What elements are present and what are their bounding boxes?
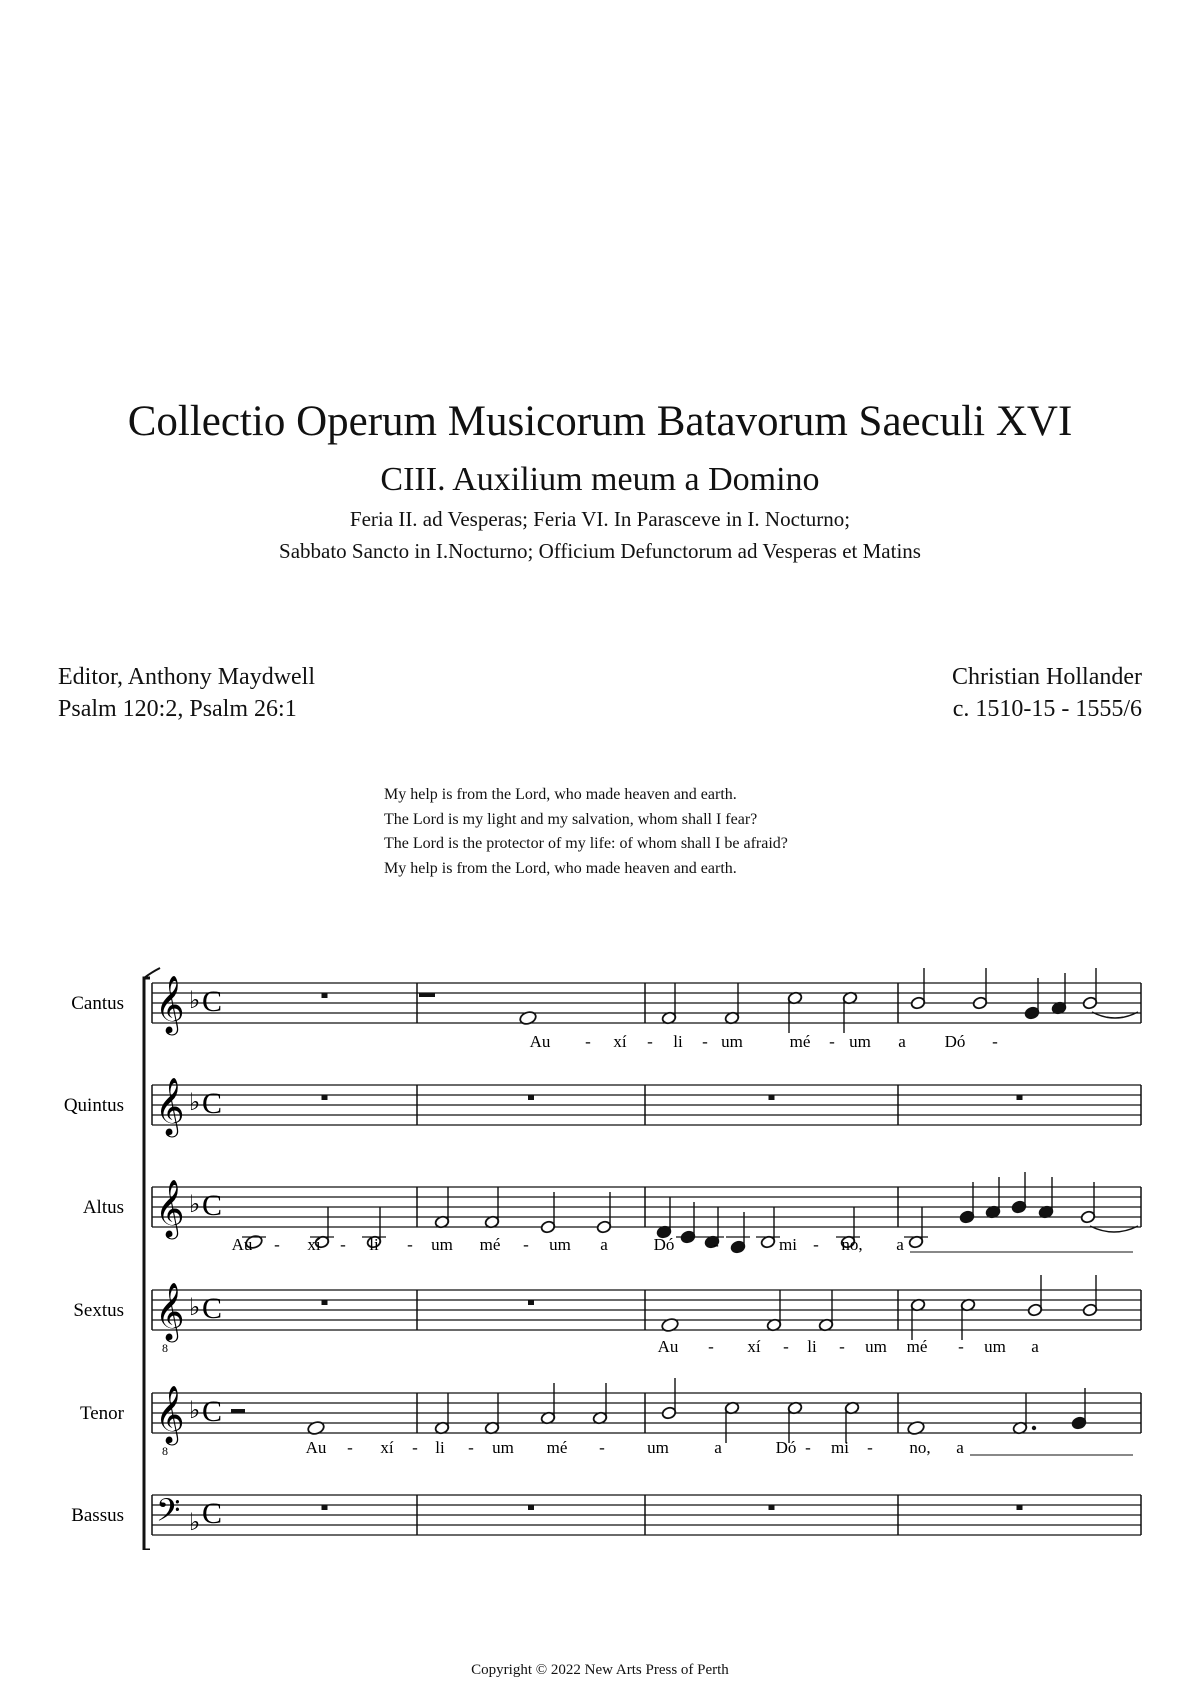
- voice-label: Quintus: [63, 1095, 124, 1116]
- lyric-syllable: mé: [546, 1438, 568, 1457]
- lyric-syllable: a: [600, 1235, 608, 1254]
- lyric-syllable: mi: [831, 1438, 849, 1457]
- lyric-syllable: -: [407, 1235, 413, 1254]
- lyric-syllable: -: [412, 1438, 418, 1457]
- lyric-syllable: -: [599, 1438, 605, 1457]
- time-signature: C: [202, 1292, 223, 1325]
- lyric-syllable: -: [867, 1438, 873, 1457]
- lyric-syllable: um: [721, 1032, 743, 1051]
- flat-key-signature: ♭: [189, 1295, 201, 1321]
- translation-line: The Lord is the protector of my life: of whom shall I be afraid?: [384, 835, 788, 852]
- lyric-syllable: -: [813, 1235, 819, 1254]
- lyric-syllable: um: [492, 1438, 514, 1457]
- measure-rest: [1017, 1505, 1023, 1510]
- measure-rest: [528, 1505, 534, 1510]
- measure-rest: [322, 1300, 328, 1305]
- lyric-syllable: mé: [789, 1032, 811, 1051]
- lyric-syllable: um: [849, 1032, 871, 1051]
- lyric-syllable: -: [347, 1438, 353, 1457]
- octave-mark: 8: [162, 1444, 168, 1458]
- lyric-syllable: xí: [307, 1235, 321, 1254]
- measure-rest: [769, 1505, 775, 1510]
- flat-key-signature: ♭: [189, 1510, 201, 1536]
- flat-key-signature: ♭: [189, 1398, 201, 1424]
- lyric-syllable: -: [468, 1438, 474, 1457]
- lyric-syllable: -: [958, 1337, 964, 1356]
- copyright-notice: Copyright © 2022 New Arts Press of Perth: [471, 1662, 729, 1678]
- treble-clef: 𝄞: [155, 976, 185, 1032]
- lyric-syllable: xí: [747, 1337, 761, 1356]
- half-rest: [231, 1409, 245, 1413]
- lyric-syllable: li: [369, 1235, 379, 1254]
- octave-mark: 8: [162, 1341, 168, 1355]
- lyric-syllable: -: [585, 1032, 591, 1051]
- english-translation: [384, 783, 788, 881]
- lyric-syllable: xí: [380, 1438, 394, 1457]
- lyric-syllable: -: [829, 1032, 835, 1051]
- time-signature: C: [202, 1497, 223, 1530]
- translation-line: The Lord is my light and my salvation, whom shall I fear?: [384, 810, 758, 828]
- music-score: [0, 950, 1200, 1550]
- translation-line: My help is from the Lord, who made heaven and earth.: [384, 859, 737, 877]
- lyric-syllable: mé: [479, 1235, 501, 1254]
- piece-title: CIII. Auxilium meum a Domino: [380, 461, 820, 498]
- flat-key-signature: ♭: [189, 1192, 201, 1218]
- augmentation-dot: [1032, 1426, 1036, 1430]
- voice-label: Bassus: [71, 1505, 124, 1526]
- lyric-syllable: Au: [657, 1337, 679, 1356]
- lyric-syllable: -: [708, 1337, 714, 1356]
- composer-name: Christian Hollander: [952, 664, 1142, 690]
- bass-clef: 𝄢: [156, 1494, 181, 1536]
- liturgical-occasion-line-1: Feria II. ad Vesperas; Feria VI. In Parasceve in I. Nocturno;: [349, 507, 851, 531]
- flat-key-signature: ♭: [189, 1090, 201, 1116]
- measure-rest: [769, 1095, 775, 1100]
- lyric-syllable: -: [274, 1235, 280, 1254]
- time-signature: C: [202, 1189, 223, 1222]
- editor-credit: Editor, Anthony Maydwell: [58, 664, 316, 690]
- lyric-syllable: no,: [841, 1235, 863, 1254]
- lyric-syllable: -: [805, 1438, 811, 1457]
- lyric-syllable: Au: [231, 1235, 253, 1254]
- lyric-syllable: mi: [779, 1235, 797, 1254]
- lyric-syllable: li: [435, 1438, 445, 1457]
- treble-clef: 𝄞: [155, 1386, 185, 1442]
- liturgical-occasion-line-2: Sabbato Sancto in I.Nocturno; Officium Defunctorum ad Vesperas et Matins: [279, 539, 921, 563]
- lyric-syllable: -: [992, 1032, 998, 1051]
- voice-label: Tenor: [79, 1403, 124, 1424]
- lyric-syllable: Dó: [653, 1235, 675, 1254]
- lyric-syllable: -: [647, 1032, 653, 1051]
- lyric-syllable: Au: [305, 1438, 327, 1457]
- collection-title: Collectio Operum Musicorum Batavorum Saeculi XVI: [127, 398, 1073, 445]
- double-whole-rest: [419, 993, 435, 997]
- lyric-syllable: um: [431, 1235, 453, 1254]
- system-bracket: [144, 978, 150, 1550]
- lyric-syllable: -: [713, 1235, 719, 1254]
- lyric-syllable: -: [839, 1337, 845, 1356]
- measure-rest: [322, 993, 328, 998]
- voice-label: Cantus: [71, 993, 124, 1014]
- lyric-syllable: mé: [906, 1337, 928, 1356]
- time-signature: C: [202, 985, 223, 1018]
- composer-dates: c. 1510-15 - 1555/6: [952, 696, 1142, 722]
- lyric-syllable: um: [984, 1337, 1006, 1356]
- voice-label: Sextus: [73, 1300, 124, 1321]
- measure-rest: [528, 1095, 534, 1100]
- lyric-syllable: um: [647, 1438, 669, 1457]
- flat-key-signature: ♭: [189, 988, 201, 1014]
- lyric-syllable: um: [549, 1235, 571, 1254]
- lyric-syllable: li: [673, 1032, 683, 1051]
- time-signature: C: [202, 1395, 223, 1428]
- lyric-syllable: a: [1031, 1337, 1039, 1356]
- lyric-syllable: Dó: [775, 1438, 797, 1457]
- lyric-syllable: a: [714, 1438, 722, 1457]
- lyric-syllable: a: [896, 1235, 904, 1254]
- treble-clef: 𝄞: [155, 1180, 185, 1236]
- lyric-syllable: -: [783, 1337, 789, 1356]
- lyric-syllable: a: [956, 1438, 964, 1457]
- lyric-syllable: -: [702, 1032, 708, 1051]
- measure-rest: [322, 1095, 328, 1100]
- lyric-syllable: a: [898, 1032, 906, 1051]
- lyric-syllable: xí: [613, 1032, 627, 1051]
- treble-clef: 𝄞: [155, 1078, 185, 1134]
- lyric-syllable: -: [340, 1235, 346, 1254]
- measure-rest: [322, 1505, 328, 1510]
- translation-line: My help is from the Lord, who made heaven and earth.: [384, 786, 737, 803]
- voice-label: Altus: [82, 1197, 124, 1218]
- time-signature: C: [202, 1087, 223, 1120]
- measure-rest: [1017, 1095, 1023, 1100]
- lyric-syllable: Dó: [944, 1032, 966, 1051]
- lyric-syllable: Au: [529, 1032, 551, 1051]
- lyric-syllable: -: [523, 1235, 529, 1254]
- lyric-syllable: li: [807, 1337, 817, 1356]
- treble-clef: 𝄞: [155, 1283, 185, 1339]
- lyric-syllable: no,: [909, 1438, 931, 1457]
- lyric-syllable: um: [865, 1337, 887, 1356]
- text-source: Psalm 120:2, Psalm 26:1: [58, 696, 297, 722]
- measure-rest: [528, 1300, 534, 1305]
